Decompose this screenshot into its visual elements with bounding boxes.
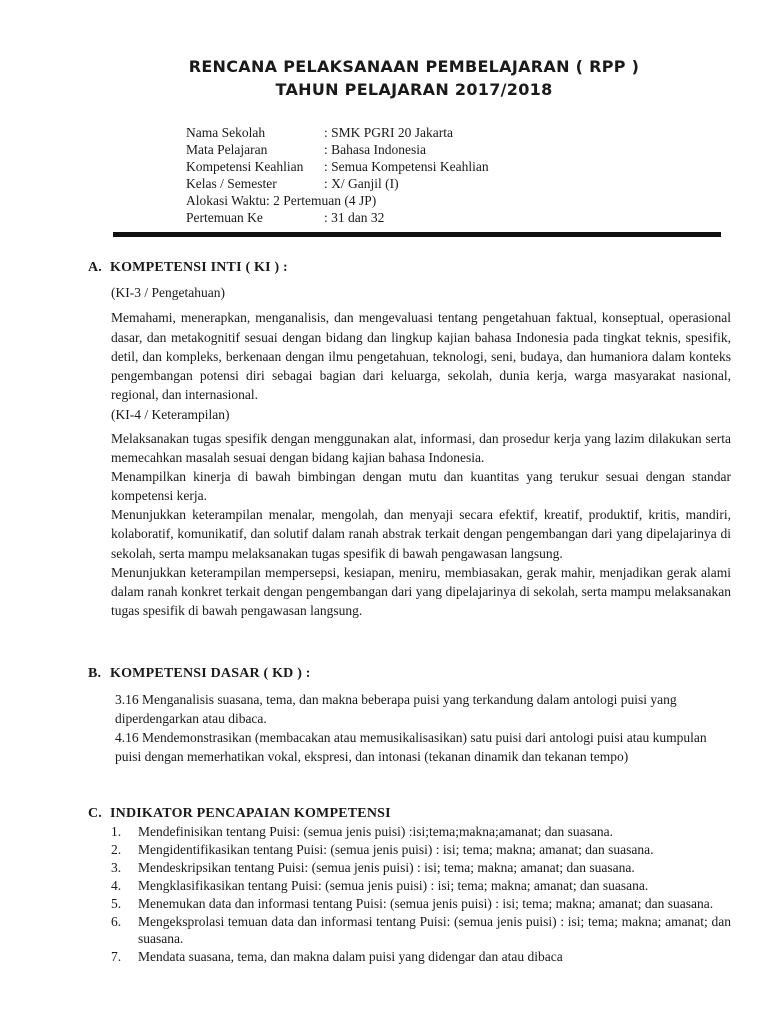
competency-value: : Semua Kompetensi Keahlian	[324, 159, 489, 174]
section-b-title: KOMPETENSI DASAR ( KD ) :	[110, 666, 311, 681]
list-item-number: 1.	[111, 824, 122, 839]
section-a-heading	[88, 260, 288, 276]
time-row	[186, 192, 489, 209]
competency-label: Kompetensi Keahlian	[186, 159, 304, 174]
competency-row	[186, 158, 489, 175]
list-item-text: Menemukan data dan informasi tentang Puisi: (semua jenis puisi) : isi; tema; makna; amanat; dan suasana.	[138, 896, 714, 911]
list-item	[111, 949, 731, 966]
school-row	[186, 124, 489, 141]
list-item	[111, 896, 731, 913]
ki4-paragraph-3: Menunjukkan keterampilan menalar, mengolah, dan menyaji secara efektif, kreatif, produktif, kritis, mandiri, kolaboratif, komunikatif, dan solutif dalam ranah abstrak terkait dengan pengembangan dari yang dipelajarinya di sekolah, serta mampu melaksanakan tugas spesifik di bawah pengawasan langsung.	[111, 507, 731, 561]
identity-block	[186, 124, 489, 226]
list-item	[111, 842, 731, 859]
ki4-block	[111, 429, 731, 620]
ki4-paragraph-2: Menampilkan kinerja di bawah bimbingan dengan mutu dan kuantitas yang terukur sesuai dengan standar kompetensi kerja.	[111, 469, 731, 504]
header-divider	[113, 232, 721, 237]
meeting-value: : 31 dan 32	[324, 210, 385, 225]
kd-item-4-16: 4.16 Mendemonstrasikan (membacakan atau memusikalisasikan) satu puisi dari antologi puisi atau kumpulan puisi dengan memerhatikan vokal, ekspresi, dan intonasi (tekanan dinamik dan tekanan tempo)	[115, 730, 707, 764]
document-subtitle: TAHUN PELAJARAN 2017/2018	[275, 80, 553, 99]
class-value: : X/ Ganjil (I)	[324, 176, 399, 191]
section-c-heading	[88, 806, 391, 822]
class-row	[186, 175, 489, 192]
list-item-number: 4.	[111, 878, 122, 893]
list-item-text: Mendata suasana, tema, dan makna dalam puisi yang didengar dan atau dibaca	[138, 948, 563, 964]
list-item-number: 2.	[111, 842, 122, 857]
ki3-block	[111, 283, 731, 424]
list-item-text: Mendefinisikan tentang Puisi: (semua jenis puisi) :isi;tema;makna;amanat; dan suasana.	[138, 824, 614, 839]
ki4-paragraph-1: Melaksanakan tugas spesifik dengan menggunakan alat, informasi, dan prosedur kerja yang lazim dilakukan serta memecahkan masalah sesuai dengan bidang kajian bahasa Indonesia.	[111, 431, 731, 466]
list-item-text: Mengeksprolasi temuan data dan informasi tentang Puisi: (semua jenis puisi) : isi; tema; makna; amanat; dan suasana.	[138, 914, 731, 946]
section-c-title: INDIKATOR PENCAPAIAN KOMPETENSI	[110, 806, 391, 821]
school-value: : SMK PGRI 20 Jakarta	[324, 125, 453, 140]
list-item-number: 6.	[111, 914, 122, 929]
section-c-letter: C.	[88, 806, 103, 821]
list-item-text: Mendeskripsikan tentang Puisi: (semua jenis puisi) : isi; tema; makna; amanat; dan suasana.	[138, 860, 635, 875]
indicator-list	[111, 824, 731, 967]
kd-item-3-16: 3.16 Menganalisis suasana, tema, dan makna beberapa puisi yang terkandung dalam antologi puisi yang diperdengarkan atau dibaca.	[115, 692, 677, 726]
class-label: Kelas / Semester	[186, 176, 277, 191]
kd-block	[115, 690, 731, 766]
list-item-text: Mengidentifikasikan tentang Puisi: (semua jenis puisi) : isi; tema; makna; amanat; dan suasana.	[138, 842, 654, 857]
subject-row	[186, 141, 489, 158]
list-item-number: 3.	[111, 860, 122, 875]
list-item	[111, 860, 731, 877]
section-a-title: KOMPETENSI INTI ( KI ) :	[110, 260, 288, 275]
section-b-letter: B.	[88, 666, 102, 681]
list-item-number: 5.	[111, 896, 122, 911]
list-item-text: Mengklasifikasikan tentang Puisi: (semua jenis puisi) : isi; tema; makna; amanat; dan suasana.	[138, 878, 649, 893]
time-allocation: Alokasi Waktu: 2 Pertemuan (4 JP)	[186, 193, 377, 208]
school-label: Nama Sekolah	[186, 125, 266, 140]
ki3-label: (KI-3 / Pengetahuan)	[111, 285, 225, 300]
subject-label: Mata Pelajaran	[186, 142, 268, 157]
subject-value: : Bahasa Indonesia	[324, 142, 426, 157]
ki4-paragraph-4: Menunjukkan keterampilan mempersepsi, kesiapan, meniru, membiasakan, gerak mahir, menjadikan gerak alami dalam ranah konkret terkait dengan pengembangan dari yang dipelajarinya di sekolah, serta mampu melaksanakan tugas spesifik di bawah pengawasan langsung.	[111, 564, 731, 618]
section-b-heading	[88, 666, 311, 682]
section-a-letter: A.	[88, 260, 103, 275]
list-item	[111, 878, 731, 895]
list-item	[111, 914, 731, 947]
list-item-number: 7.	[111, 948, 122, 964]
meeting-row	[186, 209, 489, 226]
ki3-text: Memahami, menerapkan, menganalisis, dan mengevaluasi tentang pengetahuan faktual, konseptual, operasional dasar, dan metakognitif sesuai dengan bidang dan lingkup kajian bahasa Indonesia pada tingkat teknis, spesifik, detil, dan kompleks, berkenaan dengan ilmu pengetahuan, teknologi, seni, budaya, dan humaniora dalam konteks pengembangan potensi diri sebagai bagian dari keluarga, sekolah, dunia kerja, warga masyarakat nasional, regional, dan internasional.	[111, 310, 731, 403]
ki4-label: (KI-4 / Keterampilan)	[111, 406, 230, 422]
list-item	[111, 824, 731, 841]
meeting-label: Pertemuan Ke	[186, 210, 263, 225]
document-title: RENCANA PELAKSANAAN PEMBELAJARAN ( RPP )	[188, 57, 640, 76]
